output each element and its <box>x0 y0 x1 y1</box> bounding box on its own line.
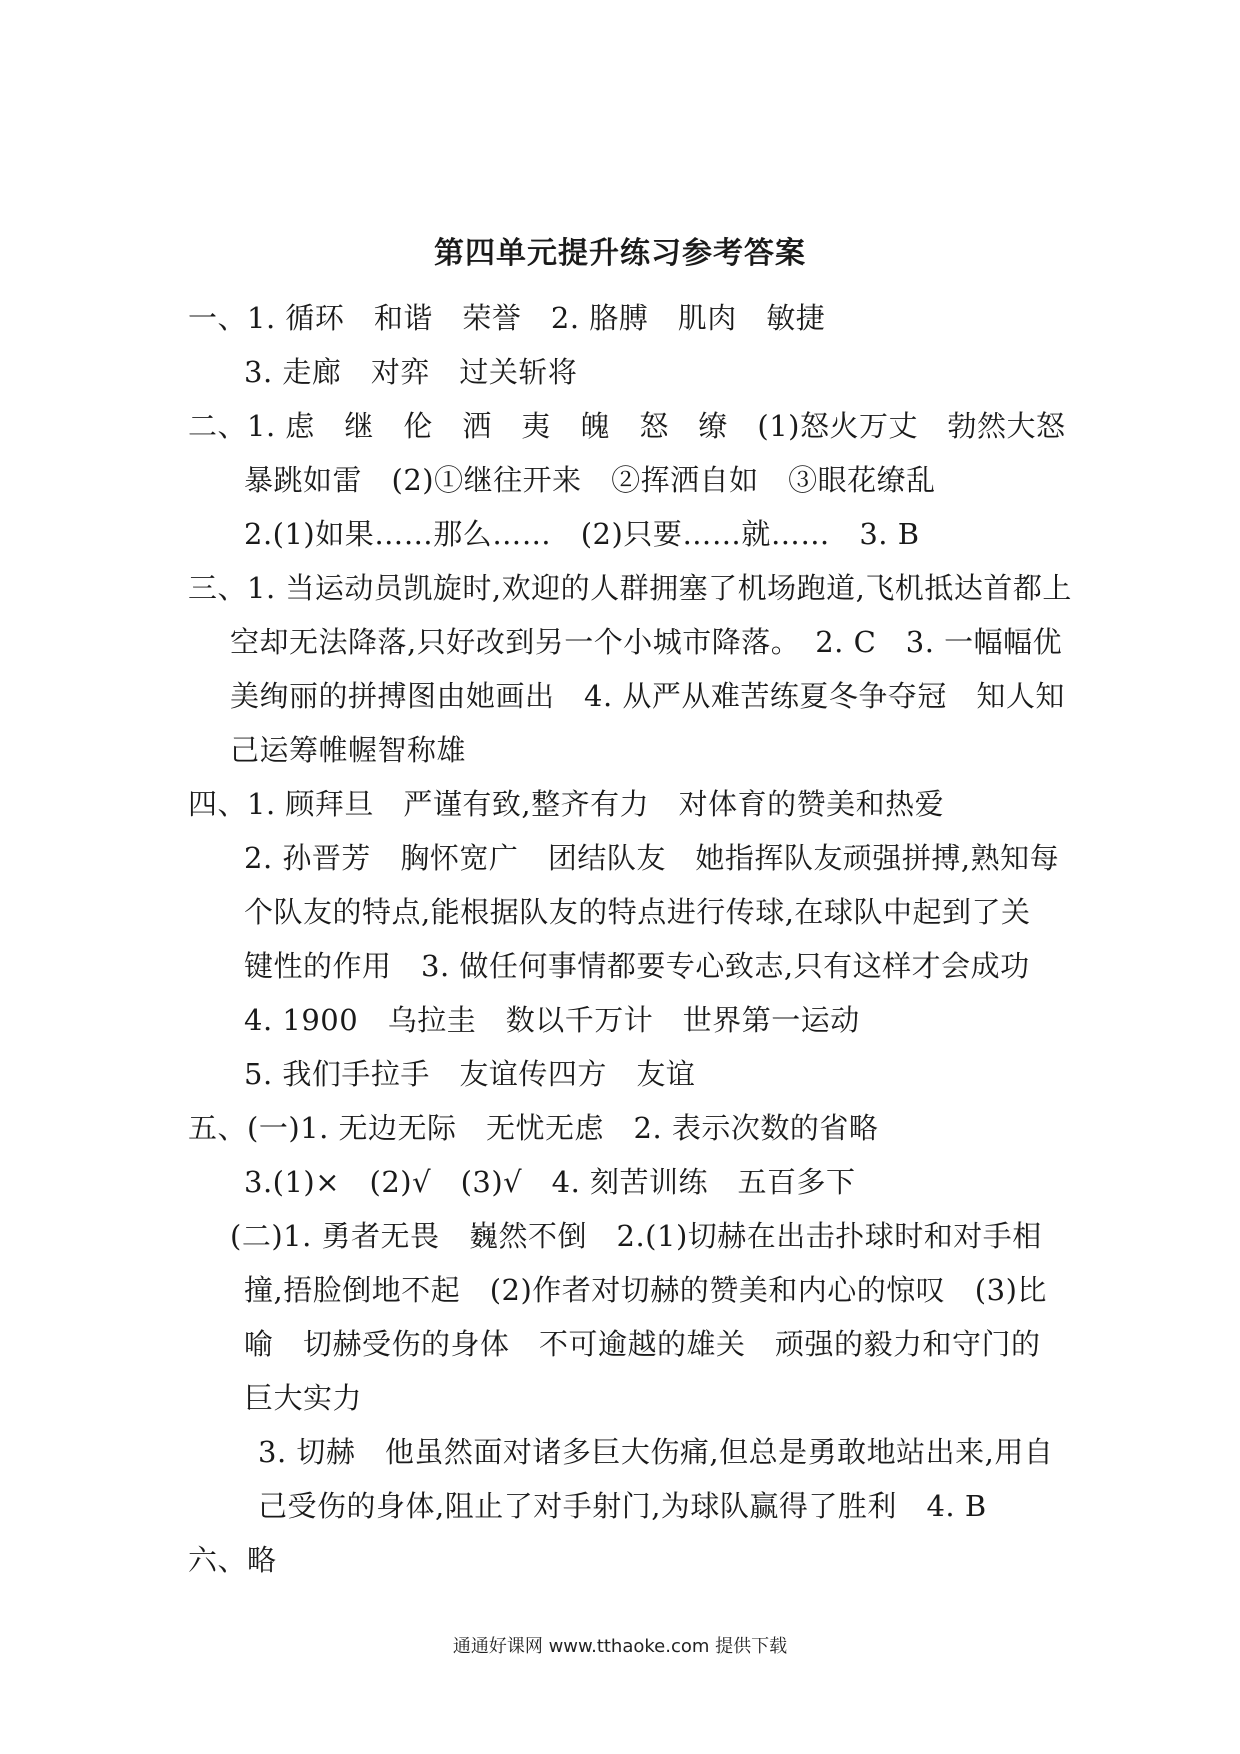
answer-line: 4. 1900 乌拉圭 数以千万计 世界第一运动 <box>244 1003 860 1037</box>
answer-line: 一、1. 循环 和谐 荣誉 2. 胳膊 肌肉 敏捷 <box>188 301 826 335</box>
answer-line: 二、1. 虑 继 伦 洒 夷 魄 怒 缭 (1)怒火万丈 勃然大怒 <box>188 409 1066 443</box>
answer-line: 六、略 <box>188 1543 277 1577</box>
answer-line: 三、1. 当运动员凯旋时,欢迎的人群拥塞了机场跑道,飞机抵达首都上 <box>188 571 1072 605</box>
answer-line: 撞,捂脸倒地不起 (2)作者对切赫的赞美和内心的惊叹 (3)比 <box>244 1273 1047 1307</box>
answer-line: 空却无法降落,只好改到另一个小城市降落。 2. C 3. 一幅幅优 <box>230 625 1063 659</box>
answer-line: 巨大实力 <box>244 1381 363 1415</box>
answer-line: 键性的作用 3. 做任何事情都要专心致志,只有这样才会成功 <box>244 949 1030 983</box>
answer-line: 2.(1)如果……那么…… (2)只要……就…… 3. B <box>244 517 920 551</box>
answer-line: 暴跳如雷 (2)①继往开来 ②挥洒自如 ③眼花缭乱 <box>244 463 936 497</box>
answer-line: 个队友的特点,能根据队友的特点进行传球,在球队中起到了关 <box>244 895 1031 929</box>
answer-line: 3. 走廊 对弈 过关斩将 <box>244 355 578 389</box>
answer-line: 3. 切赫 他虽然面对诸多巨大伤痛,但总是勇敢地站出来,用自 <box>258 1435 1054 1469</box>
answer-line: 5. 我们手拉手 友谊传四方 友谊 <box>244 1057 696 1091</box>
download-footer: 通通好课网 www.tthaoke.com 提供下载 <box>452 1636 788 1657</box>
page-title: 第四单元提升练习参考答案 <box>434 236 806 271</box>
answer-line: 己运筹帷幄智称雄 <box>230 733 467 767</box>
answer-line: 喻 切赫受伤的身体 不可逾越的雄关 顽强的毅力和守门的 <box>244 1327 1041 1361</box>
answer-line: (二)1. 勇者无畏 巍然不倒 2.(1)切赫在出击扑球时和对手相 <box>230 1219 1042 1253</box>
answer-line: 四、1. 顾拜旦 严谨有致,整齐有力 对体育的赞美和热爱 <box>188 787 945 821</box>
answer-line: 五、(一)1. 无边无际 无忧无虑 2. 表示次数的省略 <box>188 1111 879 1145</box>
answer-line: 3.(1)× (2)√ (3)√ 4. 刻苦训练 五百多下 <box>244 1165 856 1199</box>
answer-line: 己受伤的身体,阻止了对手射门,为球队赢得了胜利 4. B <box>258 1489 987 1523</box>
answer-line: 2. 孙晋芳 胸怀宽广 团结队友 她指挥队友顽强拼搏,熟知每 <box>244 841 1060 875</box>
answer-line: 美绚丽的拼搏图由她画出 4. 从严从难苦练夏冬争夺冠 知人知 <box>230 679 1065 713</box>
